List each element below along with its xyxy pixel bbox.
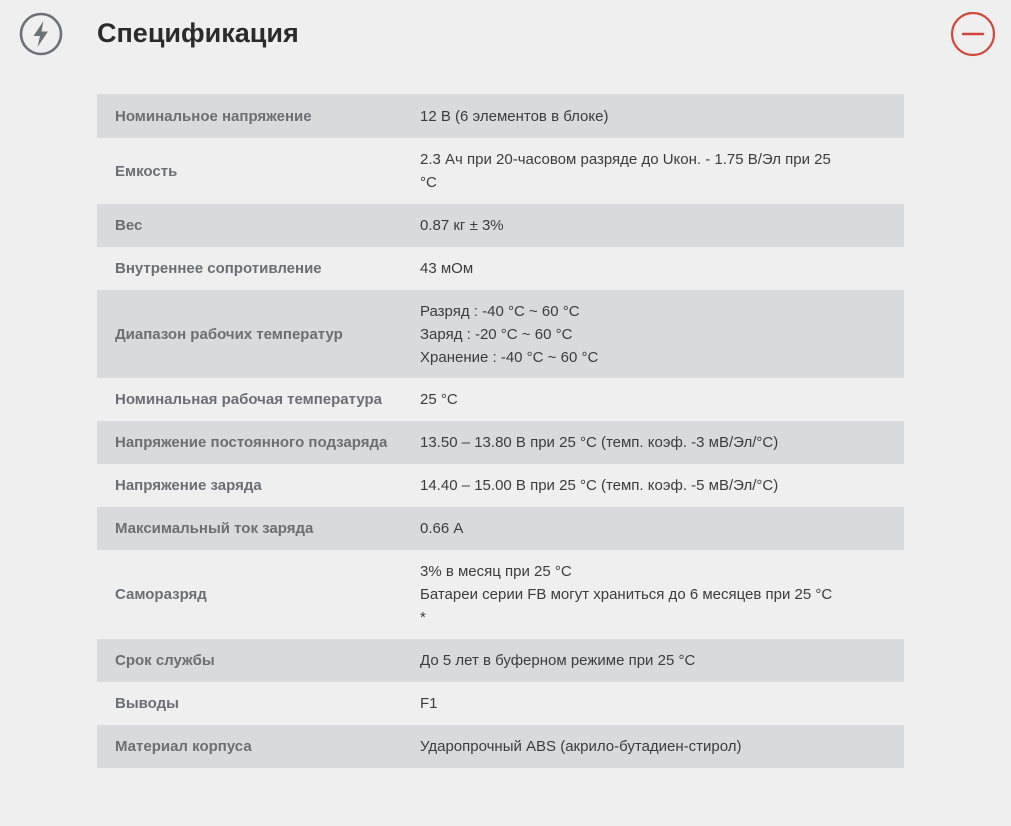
spec-value bbox=[420, 725, 904, 768]
spec-value-line: 14.40 – 15.00 В при 25 °C (темп. коэф. -5 мВ/Эл/°C) bbox=[420, 477, 779, 494]
spec-row bbox=[97, 507, 904, 550]
spec-value bbox=[420, 639, 904, 682]
spec-value-line: Хранение : -40 °C ~ 60 °C bbox=[420, 348, 599, 366]
spec-row bbox=[97, 550, 904, 639]
spec-value bbox=[420, 138, 904, 204]
spec-row bbox=[97, 639, 904, 682]
spec-label: Максимальный ток заряда bbox=[97, 507, 420, 550]
spec-label: Саморазряд bbox=[97, 550, 420, 639]
spec-row bbox=[97, 421, 904, 464]
spec-label: Внутреннее сопротивление bbox=[97, 247, 420, 290]
spec-value-line: 3% в месяц при 25 °C bbox=[420, 563, 572, 580]
spec-value-line: 12 В (6 элементов в блоке) bbox=[420, 107, 609, 125]
spec-value bbox=[420, 94, 904, 138]
spec-label: Напряжение постоянного подзаряда bbox=[97, 421, 420, 464]
spec-value-line: F1 bbox=[420, 695, 438, 712]
spec-value-line: °C bbox=[420, 174, 437, 191]
spec-value-line: * bbox=[420, 609, 426, 626]
spec-row bbox=[97, 94, 904, 138]
spec-value bbox=[420, 507, 904, 550]
spec-label: Номинальное напряжение bbox=[97, 94, 420, 138]
spec-label: Диапазон рабочих температур bbox=[97, 290, 420, 378]
spec-row bbox=[97, 138, 904, 204]
spec-label: Емкость bbox=[97, 138, 420, 204]
spec-value bbox=[420, 421, 904, 464]
spec-table bbox=[97, 94, 904, 768]
spec-value-line: Разряд : -40 °C ~ 60 °C bbox=[420, 302, 580, 320]
spec-row bbox=[97, 464, 904, 507]
spec-value bbox=[420, 682, 904, 725]
spec-value bbox=[420, 464, 904, 507]
bolt-icon bbox=[19, 12, 63, 56]
spec-row bbox=[97, 682, 904, 725]
spec-label: Номинальная рабочая температура bbox=[97, 378, 420, 421]
spec-label: Напряжение заряда bbox=[97, 464, 420, 507]
spec-value-line: Батареи серии FB могут храниться до 6 месяцев при 25 °C bbox=[420, 586, 833, 603]
minus-circle-icon bbox=[950, 11, 996, 57]
spec-value-line: Заряд : -20 °C ~ 60 °C bbox=[420, 325, 573, 343]
spec-value-line: 13.50 – 13.80 В при 25 °C (темп. коэф. -3 мВ/Эл/°C) bbox=[420, 434, 779, 451]
spec-row bbox=[97, 247, 904, 290]
spec-value bbox=[420, 378, 904, 421]
spec-row bbox=[97, 204, 904, 247]
spec-value-line: 0.66 А bbox=[420, 520, 464, 537]
spec-label: Выводы bbox=[97, 682, 420, 725]
spec-value-line: 0.87 кг ± 3% bbox=[420, 217, 504, 234]
page-title: Спецификация bbox=[97, 18, 299, 48]
spec-label: Срок службы bbox=[97, 639, 420, 682]
spec-value-line: 25 °C bbox=[420, 391, 458, 408]
spec-value bbox=[420, 290, 904, 378]
spec-value bbox=[420, 204, 904, 247]
spec-label: Вес bbox=[97, 204, 420, 247]
collapse-button[interactable] bbox=[950, 11, 996, 57]
spec-row bbox=[97, 290, 904, 378]
spec-value-line: 2.3 Ач при 20-часовом разряде до Uкон. - 1.75 В/Эл при 25 bbox=[420, 151, 831, 168]
spec-value-line: До 5 лет в буферном режиме при 25 °C bbox=[420, 652, 696, 669]
spec-label: Материал корпуса bbox=[97, 725, 420, 768]
spec-row bbox=[97, 725, 904, 768]
spec-value bbox=[420, 247, 904, 290]
spec-value-line: Ударопрочный ABS (акрило-бутадиен-стирол) bbox=[420, 738, 742, 755]
spec-section-header bbox=[0, 0, 1011, 70]
spec-value bbox=[420, 550, 904, 639]
spec-row bbox=[97, 378, 904, 421]
spec-value-line: 43 мОм bbox=[420, 260, 474, 277]
